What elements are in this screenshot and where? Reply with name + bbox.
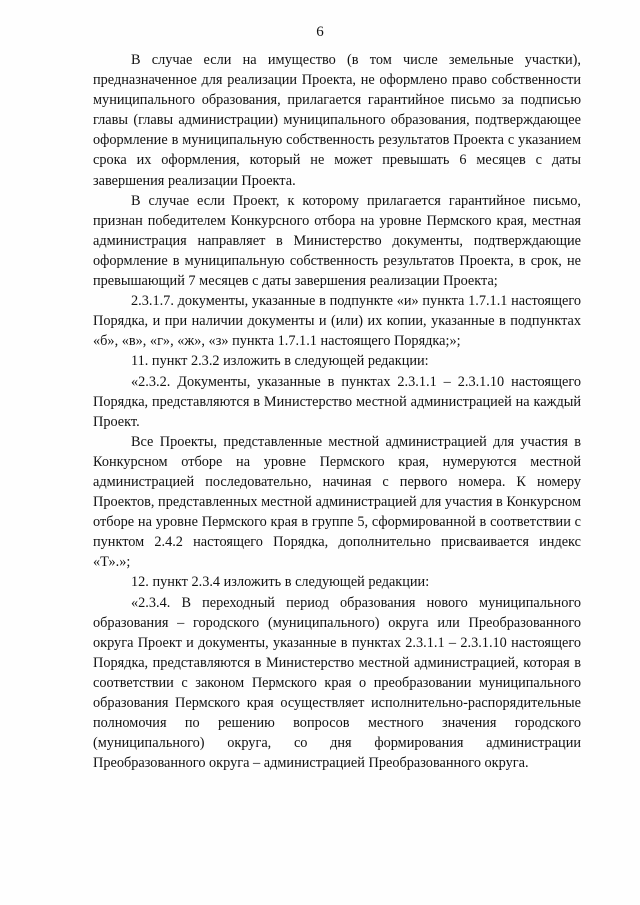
paragraph-2-3-4: «2.3.4. В переходный период образования нового муниципального образования – городского (муниципального) округа или Преобразованного округа Проект и документы, указанные в пунктах 2.3.1.1 – 2.3.1.10 настоящего Порядка, представляются в Министерство местной администрацией, которая в соответствии с законом Пермского края о преобразовании муниципального образования Пермского края осуществляет исполнительно-распорядительные полномочия по решению вопросов местного значения городского (муниципального) округа, со дня формирования администрации Преобразованного округа – администрацией Преобразованного округа. bbox=[93, 594, 581, 772]
paragraph-2-3-1-7: 2.3.1.7. документы, указанные в подпункте «и» пункта 1.7.1.1 настоящего Порядка, и при наличии документы и (или) их копии, указанные в подпунктах «б», «в», «г», «ж», «з» пункта 1.7.1.1 настоящего Порядка;»; bbox=[93, 293, 581, 350]
paragraph-item-11: 11. пункт 2.3.2 изложить в следующей редакции: bbox=[131, 353, 429, 370]
paragraph-item-12: 12. пункт 2.3.4 изложить в следующей редакции: bbox=[131, 574, 430, 591]
paragraph-property-guarantee: В случае если на имущество (в том числе земельные участки), предназначенное для реализации Проекта, не оформлено право собственности муниципального образования, прилагается гарантийное письмо за подписью главы (главы администрации) муниципального образования, подтверждающее оформление в муниципальную собственность результатов Проекта с указанием срока их оформления, который не может превышать 6 месяцев с даты завершения реализации Проекта. bbox=[93, 52, 581, 189]
paragraph-project-numbering: Все Проекты, представленные местной администрацией для участия в Конкурсном отборе на уровне Пермского края, нумеруются местной администрацией последовательно, начиная с первого номера. К номеру Проектов, представленных местной администрацией для участия в Конкурсном отборе на уровне Пермского края в группе 5, сформированной в соответствии с пунктом 2.4.2 настоящего Порядка, дополнительно присваивается индекс «Т».»; bbox=[93, 433, 581, 571]
document-body bbox=[93, 50, 581, 773]
paragraph-winner-documents: В случае если Проект, к которому прилагается гарантийное письмо, признан победителем Конкурсного отбора на уровне Пермского края, местная администрация направляет в Министерство документы, подтверждающие оформление в муниципальную собственность результатов Проекта, в срок, не превышающий 7 месяцев с даты завершения реализации Проекта; bbox=[93, 192, 581, 290]
page-number: 6 bbox=[316, 24, 324, 40]
paragraph-2-3-2: «2.3.2. Документы, указанные в пунктах 2.3.1.1 – 2.3.1.10 настоящего Порядка, представляются в Министерство местной администрацией на каждый Проект. bbox=[93, 373, 581, 430]
